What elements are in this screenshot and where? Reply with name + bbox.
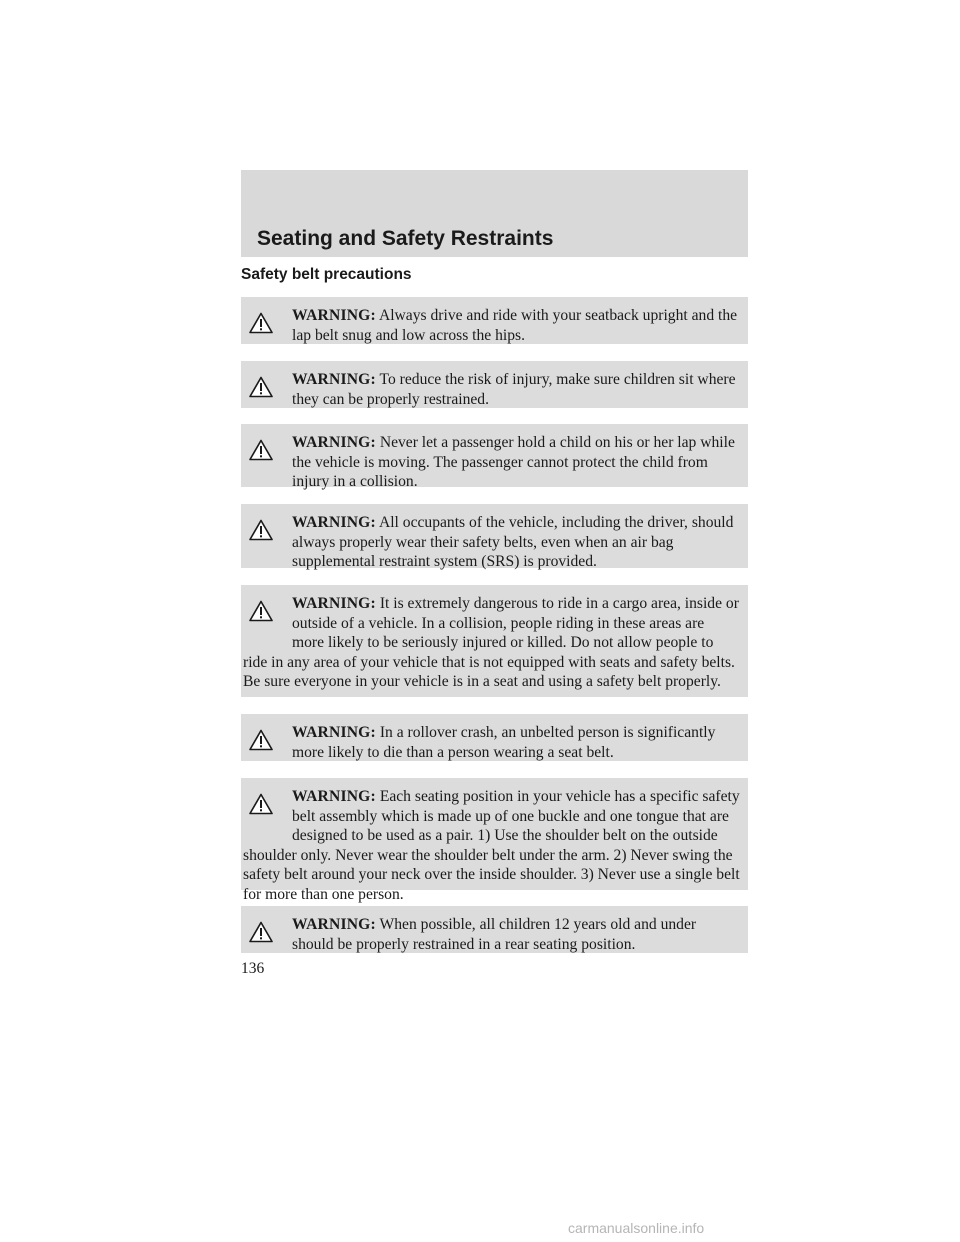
header-bar [241, 170, 748, 257]
watermark: carmanualsonline.info [568, 1220, 705, 1236]
warning-text: In a rollover crash, an unbelted person is significantly more likely to die than a person wearing a seat belt. [292, 724, 716, 761]
warning-triangle-icon [249, 594, 289, 638]
warning-text: When possible, all children 12 years old and under should be properly restrained in a rear seating position. [292, 916, 697, 953]
page-number: 136 [241, 960, 265, 977]
warning-box-7 [241, 778, 748, 903]
warning-text: Each seating position in your vehicle has a specific safety belt assembly which is made up of one buckle and one tongue that are designed to be used as a pair. 1) Use the shoulder belt on the outside shoulder only. Never wear the shoulder belt under the arm. 2) Never swing the safety belt around your neck over the inside shoulder. 3) Never use a single belt for more than one person. [243, 788, 740, 903]
warning-text: All occupants of the vehicle, including the driver, should always properly wear their safety belts, even when an air bag supplemental restraint system (SRS) is provided. [292, 514, 734, 570]
warning-box-4 [241, 504, 748, 568]
page-title: Seating and Safety Restraints [257, 227, 554, 250]
warning-triangle-icon [249, 306, 289, 350]
warning-label: WARNING: [292, 307, 376, 324]
warning-label: WARNING: [292, 595, 376, 612]
warning-label: WARNING: [292, 724, 376, 741]
warning-box-6 [241, 714, 748, 761]
section-heading: Safety belt precautions [241, 266, 412, 283]
warning-triangle-icon [249, 370, 289, 414]
warning-text: Never let a passenger hold a child on his or her lap while the vehicle is moving. The passenger cannot protect the child from injury in a collision. [292, 434, 735, 490]
warning-box-2 [241, 361, 748, 408]
warning-label: WARNING: [292, 371, 376, 388]
warning-label: WARNING: [292, 434, 376, 451]
warning-triangle-icon [249, 513, 289, 557]
warning-triangle-icon [249, 433, 289, 477]
warning-triangle-icon [249, 915, 289, 959]
warning-triangle-icon [249, 723, 289, 767]
warning-label: WARNING: [292, 514, 376, 531]
warning-box-3 [241, 424, 748, 490]
warning-box-1 [241, 297, 748, 344]
warning-box-8 [241, 906, 748, 953]
warning-label: WARNING: [292, 916, 376, 933]
warning-triangle-icon [249, 787, 289, 831]
warning-text: Always drive and ride with your seatback upright and the lap belt snug and low across the hips. [292, 307, 738, 344]
warning-box-5 [241, 585, 748, 697]
warning-label: WARNING: [292, 788, 376, 805]
warning-text: To reduce the risk of injury, make sure children sit where they can be properly restrained. [292, 371, 736, 408]
warning-text: It is extremely dangerous to ride in a cargo area, inside or outside of a vehicle. In a collision, people riding in these areas are more likely to be seriously injured or killed. Do not allow people to ride in any area of your vehicle that is not equipped with seats and safety belts. Be sure everyone in your vehicle is in a seat and using a safety belt properly. [243, 595, 739, 690]
